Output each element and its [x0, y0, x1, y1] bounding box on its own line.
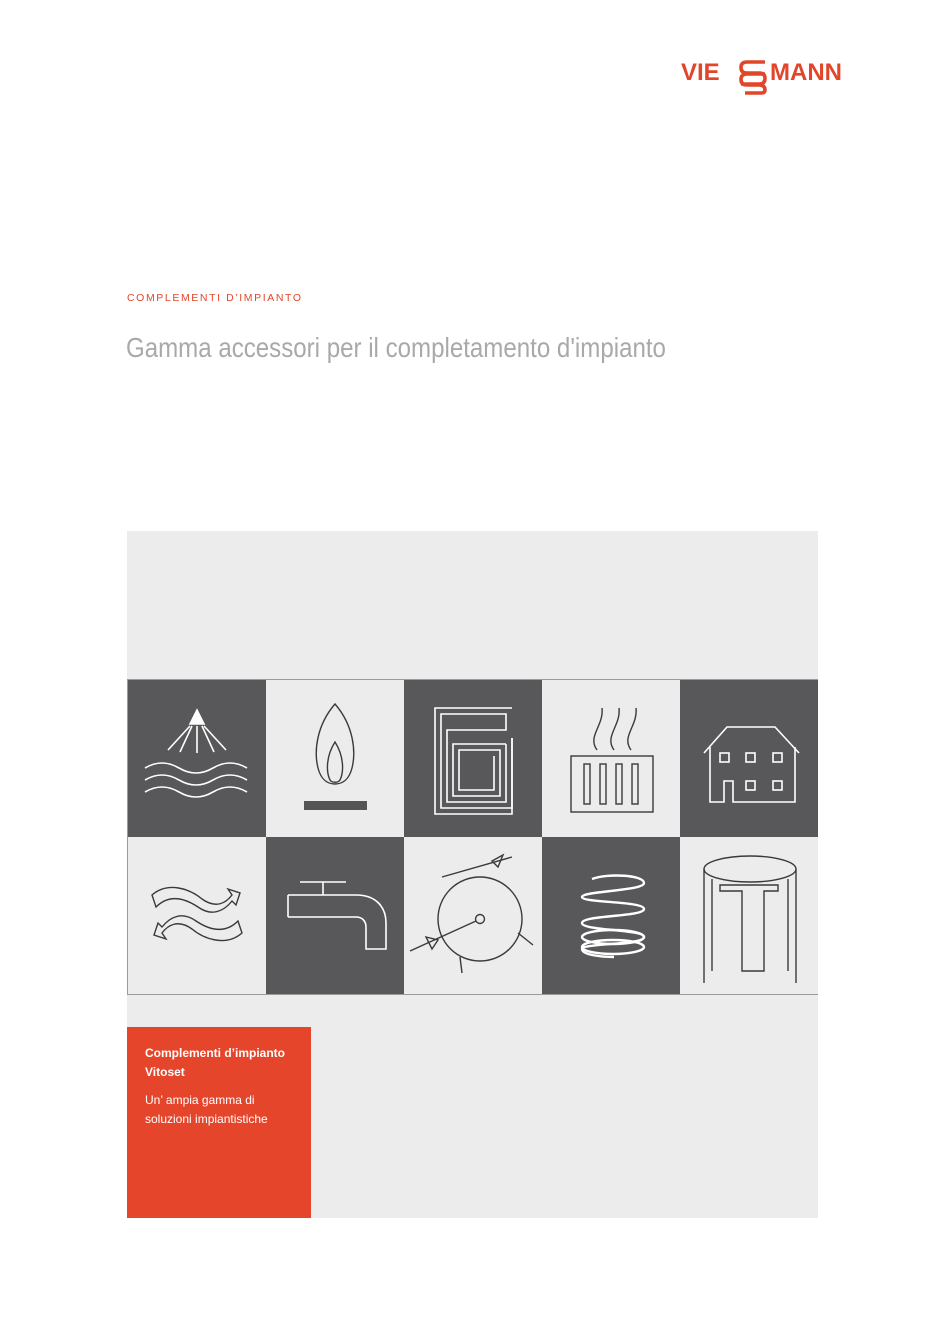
tile-storage-tank: [680, 837, 818, 994]
tile-coil: [542, 837, 680, 994]
radiator-icon: [542, 680, 680, 837]
tile-gas-flame: [266, 680, 404, 837]
callout-text-line2: soluzioni impiantistiche: [145, 1112, 268, 1126]
storage-tank-icon: [680, 837, 818, 994]
gas-flame-icon: [266, 680, 404, 837]
tile-solar-water: [128, 680, 266, 837]
icon-grid: [127, 679, 818, 995]
heat-exchange-arrows-icon: [128, 837, 266, 994]
tile-water-tap: [266, 837, 404, 994]
callout-title: [145, 1044, 301, 1082]
viessmann-logo: [681, 55, 865, 95]
tile-house: [680, 680, 818, 837]
callout-title-line1: Complementi d’impianto: [145, 1046, 286, 1060]
page-title: Gamma accessori per il completamento d'impianto: [126, 332, 666, 363]
category-label: COMPLEMENTI D’IMPIANTO: [127, 292, 303, 304]
product-callout: [127, 1027, 311, 1218]
underfloor-heating-icon: [404, 680, 542, 837]
pump-icon: [404, 837, 542, 994]
tile-pump: [404, 837, 542, 994]
tile-underfloor-heating: [404, 680, 542, 837]
logo-text-right: MANN: [770, 59, 842, 86]
callout-title-line2: Vitoset: [145, 1065, 185, 1079]
tile-heat-exchange: [128, 837, 266, 994]
water-tap-icon: [266, 837, 404, 994]
solar-water-icon: [128, 680, 266, 837]
logo-wordmark: [681, 55, 865, 95]
tile-radiator: [542, 680, 680, 837]
callout-text: [145, 1091, 301, 1129]
callout-text-line1: Un’ ampia gamma di: [145, 1093, 255, 1107]
coil-icon: [542, 837, 680, 994]
house-icon: [680, 680, 818, 837]
logo-text-left: VIE: [681, 59, 720, 86]
